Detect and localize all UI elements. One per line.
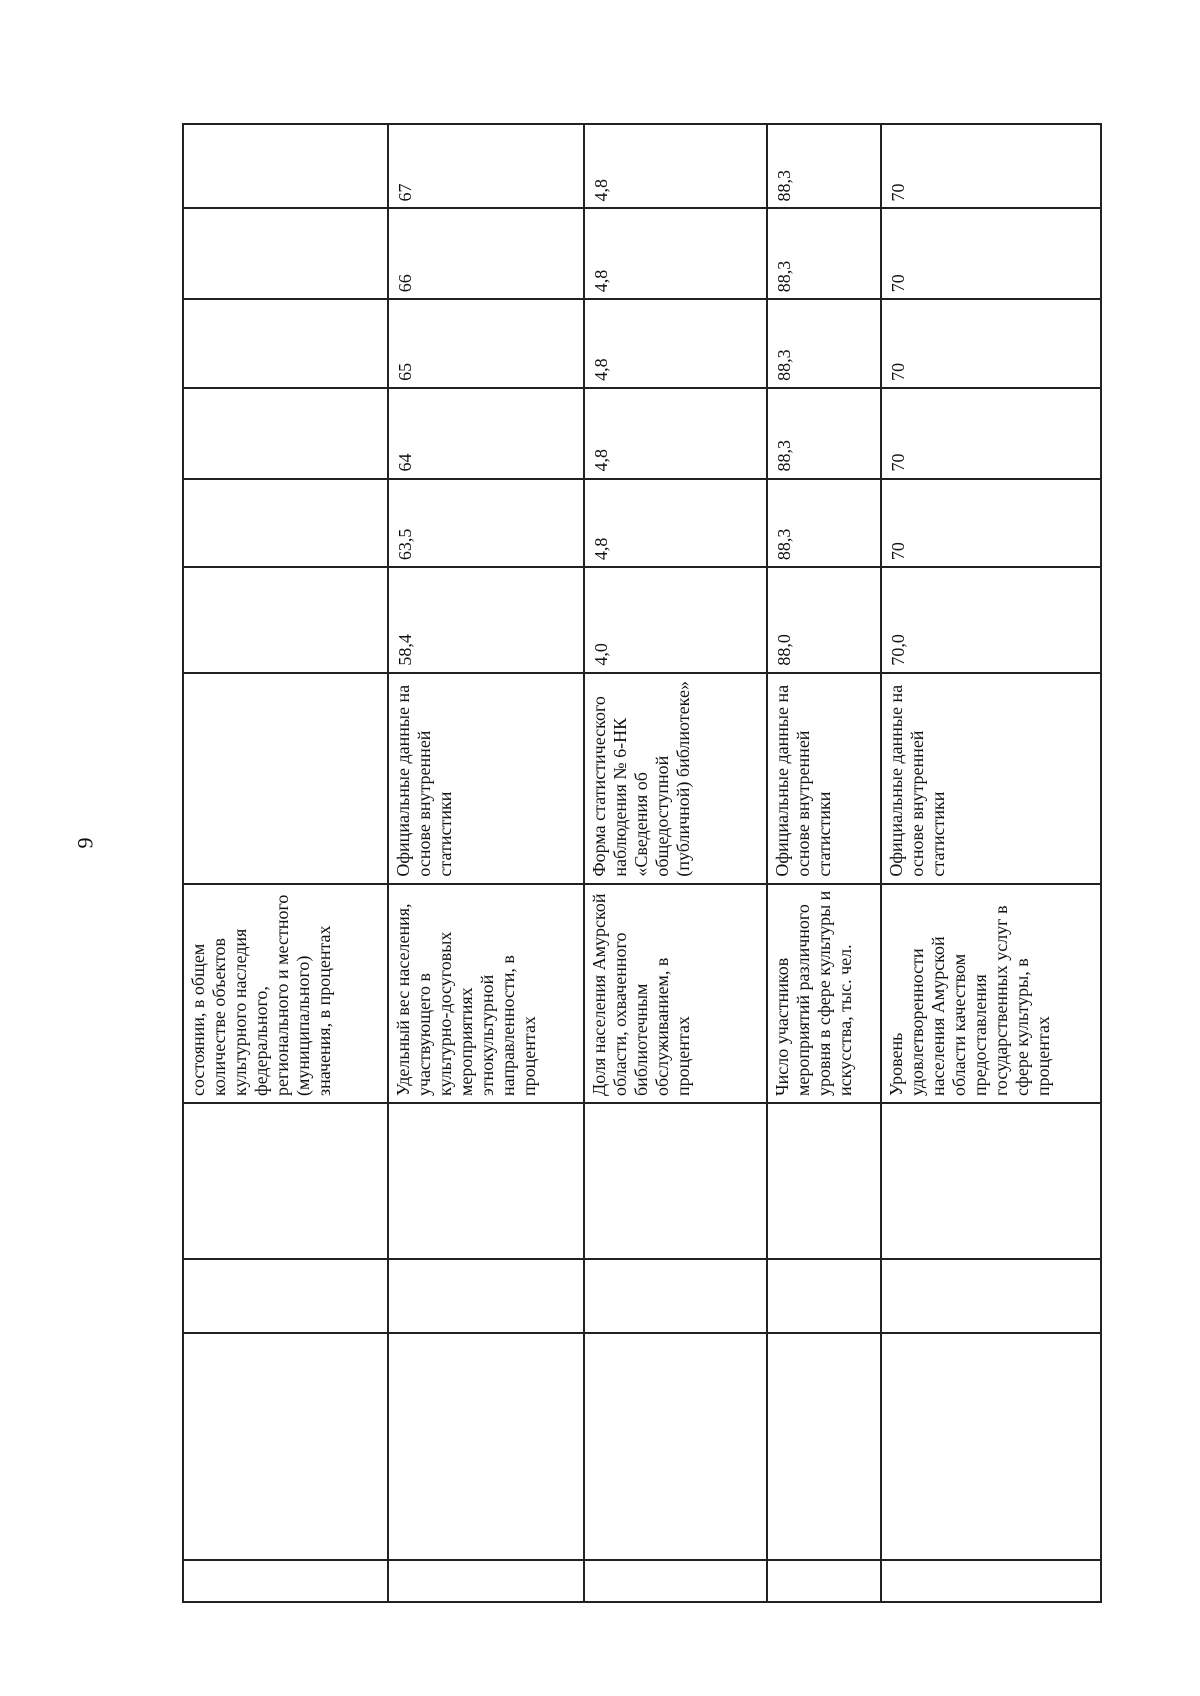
value-cell: 70 bbox=[881, 299, 1101, 388]
value-cell: 4,8 bbox=[584, 208, 767, 299]
source-cell bbox=[183, 673, 388, 884]
empty-cell bbox=[584, 1333, 767, 1560]
table-row bbox=[388, 124, 584, 1602]
indicator-cell: Уровень удовлетворенности населения Амурской области качеством предоставления государственных услуг в сфере культуры, в процентах bbox=[881, 884, 1101, 1103]
empty-cell bbox=[183, 1333, 388, 1560]
empty-cell bbox=[388, 1259, 584, 1333]
empty-cell bbox=[183, 1103, 388, 1259]
base-value-cell bbox=[183, 567, 388, 672]
indicator-cell: Число участников мероприятий различного уровня в сфере культуры и искусства, тыс. чел. bbox=[767, 884, 881, 1103]
indicator-cell: состоянии, в общем количестве объектов культурного наследия федерального, регионального и местного (муниципального) значения, в процентах bbox=[183, 884, 388, 1103]
source-cell: Официальные данные на основе внутренней статистики bbox=[881, 673, 1101, 884]
value-cell: 88,3 bbox=[767, 388, 881, 479]
value-cell: 88,3 bbox=[767, 479, 881, 568]
base-value-cell: 70,0 bbox=[881, 567, 1101, 672]
empty-cell bbox=[388, 1103, 584, 1259]
value-cell bbox=[183, 388, 388, 479]
value-cell: 88,3 bbox=[767, 299, 881, 388]
empty-cell bbox=[881, 1560, 1101, 1602]
value-cell bbox=[183, 479, 388, 568]
table-row bbox=[183, 124, 388, 1602]
source-cell: Официальные данные на основе внутренней статистики bbox=[767, 673, 881, 884]
base-value-cell: 88,0 bbox=[767, 567, 881, 672]
empty-cell bbox=[584, 1103, 767, 1259]
empty-cell bbox=[388, 1333, 584, 1560]
table-row bbox=[584, 124, 767, 1602]
empty-cell bbox=[767, 1333, 881, 1560]
value-cell: 70 bbox=[881, 388, 1101, 479]
value-cell: 64 bbox=[388, 388, 584, 479]
indicators-table bbox=[182, 123, 1102, 1603]
value-cell: 4,8 bbox=[584, 388, 767, 479]
empty-cell bbox=[767, 1259, 881, 1333]
indicators-table-wrapper bbox=[182, 123, 1102, 1603]
value-cell: 66 bbox=[388, 208, 584, 299]
empty-cell bbox=[388, 1560, 584, 1602]
value-cell: 67 bbox=[388, 124, 584, 208]
value-cell: 70 bbox=[881, 208, 1101, 299]
empty-cell bbox=[767, 1560, 881, 1602]
source-cell: Официальные данные на основе внутренней статистики bbox=[388, 673, 584, 884]
base-value-cell: 4,0 bbox=[584, 567, 767, 672]
table-row bbox=[767, 124, 881, 1602]
value-cell bbox=[183, 299, 388, 388]
empty-cell bbox=[767, 1103, 881, 1259]
empty-cell bbox=[584, 1259, 767, 1333]
empty-cell bbox=[183, 1259, 388, 1333]
value-cell: 88,3 bbox=[767, 208, 881, 299]
value-cell bbox=[183, 124, 388, 208]
empty-cell bbox=[881, 1103, 1101, 1259]
empty-cell bbox=[584, 1560, 767, 1602]
value-cell bbox=[183, 208, 388, 299]
value-cell: 65 bbox=[388, 299, 584, 388]
base-value-cell: 58,4 bbox=[388, 567, 584, 672]
empty-cell bbox=[881, 1259, 1101, 1333]
value-cell: 88,3 bbox=[767, 124, 881, 208]
source-cell: Форма статистического наблюдения № 6-НК «Сведения об общедоступной (публичной) библиотеке» bbox=[584, 673, 767, 884]
indicator-cell: Удельный вес населения, участвующего в культурно-досуговых мероприятиях этнокультурной направленности, в процентах bbox=[388, 884, 584, 1103]
empty-cell bbox=[881, 1333, 1101, 1560]
value-cell: 63,5 bbox=[388, 479, 584, 568]
indicator-cell: Доля населения Амурской области, охваченного библиотечным обслуживанием, в процентах bbox=[584, 884, 767, 1103]
value-cell: 4,8 bbox=[584, 299, 767, 388]
page-number: 9 bbox=[72, 837, 98, 849]
table-row bbox=[881, 124, 1101, 1602]
value-cell: 4,8 bbox=[584, 124, 767, 208]
value-cell: 4,8 bbox=[584, 479, 767, 568]
value-cell: 70 bbox=[881, 124, 1101, 208]
empty-cell bbox=[183, 1560, 388, 1602]
value-cell: 70 bbox=[881, 479, 1101, 568]
